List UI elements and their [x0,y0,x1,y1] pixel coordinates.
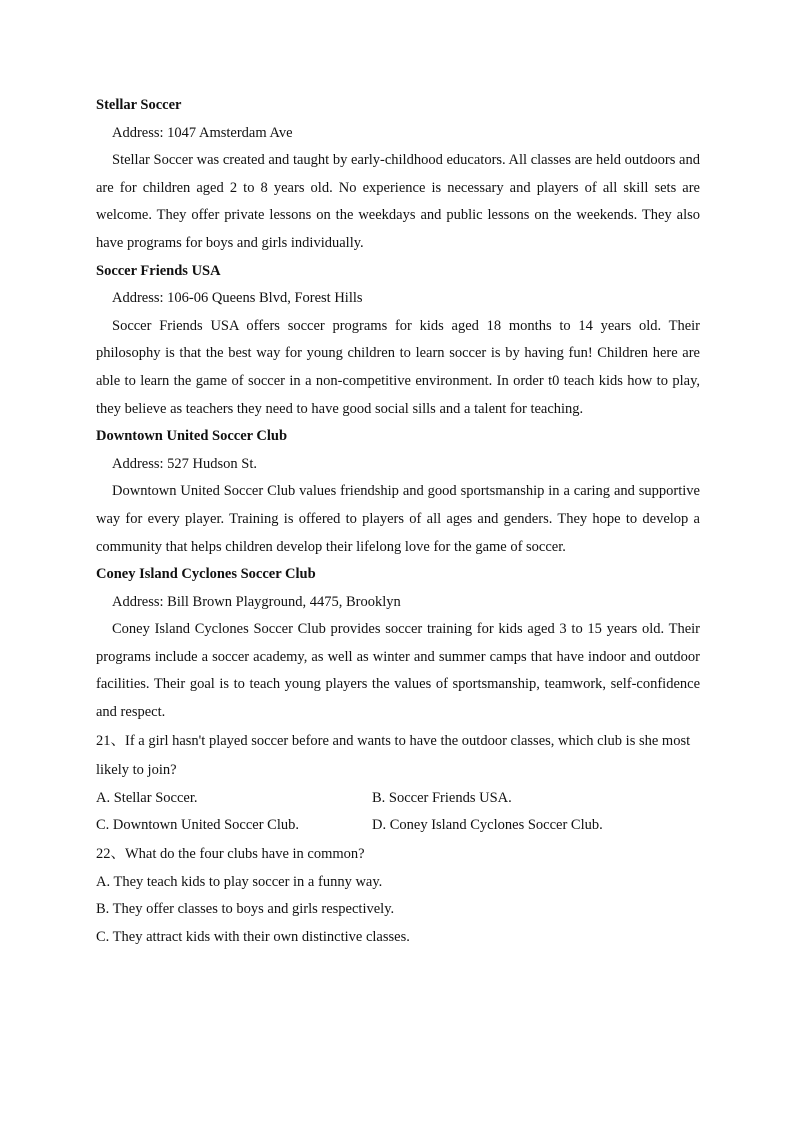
club-downtown-united [96,423,700,561]
club-address: Address: 1047 Amsterdam Ave [112,124,293,141]
option-d: D. Coney Island Cyclones Soccer Club. [372,817,603,834]
club-soccer-friends-usa [96,258,700,424]
option-a: A. Stellar Soccer. [96,789,198,806]
club-title: Stellar Soccer [96,97,182,113]
club-description: Stellar Soccer was created and taught by early-childhood educators. All classes are held outdoors and are for children aged 2 to 8 years old. No experience is necessary and players of all skill sets are welcome. They offer private lessons on the weekdays and public lessons on the weekends. They also have programs for boys and girls individually. [96,152,700,251]
club-address: Address: Bill Brown Playground, 4475, Brooklyn [112,593,401,610]
club-address: Address: 106-06 Queens Blvd, Forest Hills [112,290,363,307]
option-b: B. Soccer Friends USA. [372,789,512,806]
option-a: A. They teach kids to play soccer in a funny way. [96,873,383,890]
option-c: C. They attract kids with their own distinctive classes. [96,929,410,946]
club-description: Soccer Friends USA offers soccer programs for kids aged 18 months to 14 years old. Their philosophy is that the best way for young children to learn soccer is by having fun! Children here are able to learn the game of soccer in a non-competitive environment. In order t0 teach kids how to play, they believe as teachers they need to have good social sills and a talent for teaching. [96,317,700,417]
document-page [96,92,700,952]
club-coney-island-cyclones [96,561,700,727]
club-stellar-soccer [96,92,700,258]
club-title: Coney Island Cyclones Soccer Club [96,566,316,583]
option-c: C. Downtown United Soccer Club. [96,817,299,834]
question-stem: 21、If a girl hasn't played soccer before and wants to have the outdoor classes, which club is she most likely to join? [96,732,691,778]
question-21 [96,727,700,840]
club-address: Address: 527 Hudson St. [112,455,258,472]
club-title: Soccer Friends USA [96,262,221,279]
club-title: Downtown United Soccer Club [96,428,288,445]
answer-options [96,785,700,840]
question-stem: 22、What do the four clubs have in common? [96,845,365,862]
club-description: Coney Island Cyclones Soccer Club provides soccer training for kids aged 3 to 15 years old. Their programs include a soccer academy, as well as winter and summer camps that have indoor and outdoor facilities. Their goal is to teach young players the values of sportsmanship, teamwork, self-confidence and respect. [96,621,700,721]
option-b: B. They offer classes to boys and girls respectively. [96,901,395,918]
club-description: Downtown United Soccer Club values friendship and good sportsmanship in a caring and supportive way for every player. Training is offered to players of all ages and genders. They hope to develop a community that helps children develop their lifelong love for the game of soccer. [96,483,700,555]
question-22 [96,840,700,952]
